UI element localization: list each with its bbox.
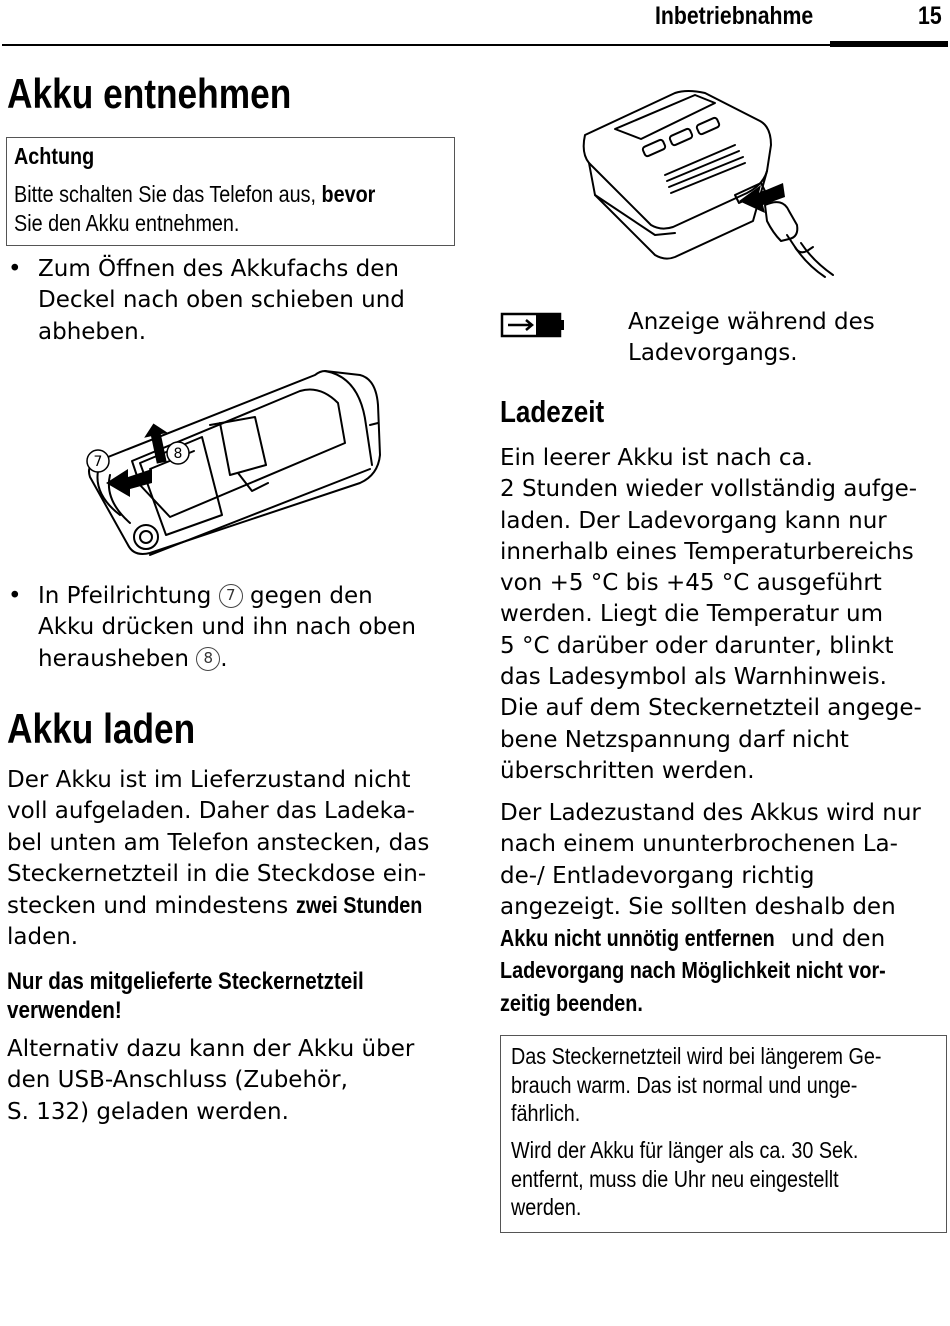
status-line3: de-/ Entladevorgang richtig bbox=[500, 862, 815, 889]
ladezeit-line1: Ein leerer Akku ist nach ca. bbox=[500, 445, 813, 471]
charger-illustration bbox=[575, 85, 855, 285]
ladezeit-line8: das Ladesymbol als Warnhinweis. bbox=[500, 664, 887, 691]
indicator-line1: Anzeige während des bbox=[628, 309, 875, 335]
charge-bold-duration: zwei Stunden bbox=[295, 892, 422, 919]
usb-paragraph bbox=[7, 1034, 414, 1128]
bullet2-line2: Akku drücken und ihn nach oben bbox=[38, 614, 416, 641]
warning-line1: Bitte schalten Sie das Telefon aus, bbox=[14, 181, 322, 207]
figure-marker-8: 8 bbox=[173, 446, 183, 462]
charge-line3: bel unten am Telefon anstecken, das bbox=[7, 829, 430, 856]
charge-line6: laden. bbox=[7, 924, 79, 951]
arrow-push-icon bbox=[106, 469, 152, 497]
battery-charging-icon bbox=[500, 310, 566, 340]
running-header-section: Inbetriebnahme bbox=[655, 2, 814, 30]
usb-line2: den USB-Anschluss (Zubehör, bbox=[7, 1067, 348, 1094]
indicator-line2: Ladevorgangs. bbox=[628, 340, 798, 367]
heading-akku-laden: Akku laden bbox=[7, 705, 196, 752]
ladezeit-paragraph-1 bbox=[500, 443, 922, 787]
charging-paragraph bbox=[7, 765, 443, 954]
ladezeit-line11: überschritten werden. bbox=[500, 757, 755, 784]
marker-8-inline: 8 bbox=[196, 647, 220, 671]
warning-text bbox=[14, 180, 375, 237]
info-box bbox=[500, 1035, 947, 1233]
charge-line2: voll aufgeladen. Daher das Ladeka- bbox=[7, 798, 415, 825]
warning-box bbox=[6, 137, 455, 246]
bullet-dot: • bbox=[8, 256, 22, 282]
charge-line4: Steckernetzteil in die Steckdose ein- bbox=[7, 860, 427, 887]
warning-bold-word: bevor bbox=[321, 181, 376, 207]
page-number: 15 bbox=[918, 2, 942, 30]
status-bold-3: zeitig beenden. bbox=[500, 989, 643, 1016]
info-b-line1: Wird der Akku für länger als ca. 30 Sek. bbox=[511, 1137, 859, 1163]
info-a-line1: Das Steckernetzteil wird bei längerem Ge- bbox=[511, 1043, 882, 1069]
charge-line1: Der Akku ist im Lieferzustand nicht bbox=[7, 767, 411, 793]
ladezeit-line3: laden. Der Ladevorgang kann nur bbox=[500, 507, 887, 534]
status-line2: nach einem ununterbrochenen La- bbox=[500, 831, 898, 858]
ladezeit-line5: von +5 °C bis +45 °C ausgeführt bbox=[500, 570, 882, 597]
marker-7-inline: 7 bbox=[219, 584, 243, 608]
info-a-line3: fährlich. bbox=[511, 1100, 581, 1126]
usb-line3: S. 132) geladen werden. bbox=[7, 1098, 289, 1125]
warning-title: Achtung bbox=[14, 143, 95, 169]
info-box-text-a bbox=[511, 1042, 881, 1128]
figure-marker-7: 7 bbox=[93, 454, 103, 470]
heading-akku-entnehmen: Akku entnehmen bbox=[7, 70, 292, 117]
ladezeit-line2: 2 Stunden wieder vollständig aufge- bbox=[500, 476, 918, 503]
notice-line2: verwenden! bbox=[7, 996, 122, 1024]
status-bold-1: Akku nicht unnötig entfernen bbox=[500, 925, 775, 952]
bullet2-text-c: herausheben bbox=[38, 645, 189, 672]
notice-line1: Nur das mitgelieferte Steckernetzteil bbox=[7, 968, 364, 995]
status-line1: Der Ladezustand des Akkus wird nur bbox=[500, 800, 921, 826]
info-b-line2: entfernt, muss die Uhr neu eingestellt bbox=[511, 1165, 839, 1192]
bullet-dot: • bbox=[8, 583, 22, 609]
status-bold-2: Ladevorgang nach Möglichkeit nicht vor- bbox=[500, 957, 886, 984]
bullet1-line1: Zum Öffnen des Akkufachs den bbox=[38, 256, 399, 282]
info-box-text-b bbox=[511, 1136, 858, 1222]
usb-line1: Alternativ dazu kann der Akku über bbox=[7, 1036, 415, 1062]
bullet2-period: . bbox=[220, 645, 228, 672]
warning-line2: Sie den Akku entnehmen. bbox=[14, 209, 240, 236]
ladezeit-line6: werden. Liegt die Temperatur um bbox=[500, 601, 884, 628]
bullet2-text-b: gegen den bbox=[250, 583, 373, 609]
charge-line5: stecken und mindestens bbox=[7, 893, 296, 920]
ladezeit-paragraph-2 bbox=[500, 798, 949, 1020]
header-rule bbox=[2, 44, 947, 46]
ladezeit-line9: Die auf dem Steckernetzteil angege- bbox=[500, 695, 922, 722]
status-line4: angezeigt. Sie sollten deshalb den bbox=[500, 893, 896, 920]
ladezeit-line7: 5 °C darüber oder darunter, blinkt bbox=[500, 632, 894, 659]
info-b-line3: werden. bbox=[511, 1194, 582, 1220]
info-a-line2: brauch warm. Das ist normal und unge- bbox=[511, 1071, 858, 1098]
bullet2-text-a: In Pfeilrichtung bbox=[38, 583, 212, 609]
heading-ladezeit: Ladezeit bbox=[500, 394, 605, 429]
bullet1-line3: abheben. bbox=[38, 318, 147, 345]
ladezeit-line4: innerhalb eines Temperaturbereichs bbox=[500, 538, 914, 565]
header-tab-bar bbox=[830, 41, 948, 47]
indicator-caption bbox=[628, 307, 875, 370]
ladezeit-line10: bene Netzspannung darf nicht bbox=[500, 726, 849, 753]
battery-removal-illustration bbox=[70, 365, 390, 565]
status-line5-tail: und den bbox=[783, 926, 886, 953]
charger-notice bbox=[7, 968, 364, 1025]
bullet1-line2: Deckel nach oben schieben und bbox=[38, 287, 405, 314]
